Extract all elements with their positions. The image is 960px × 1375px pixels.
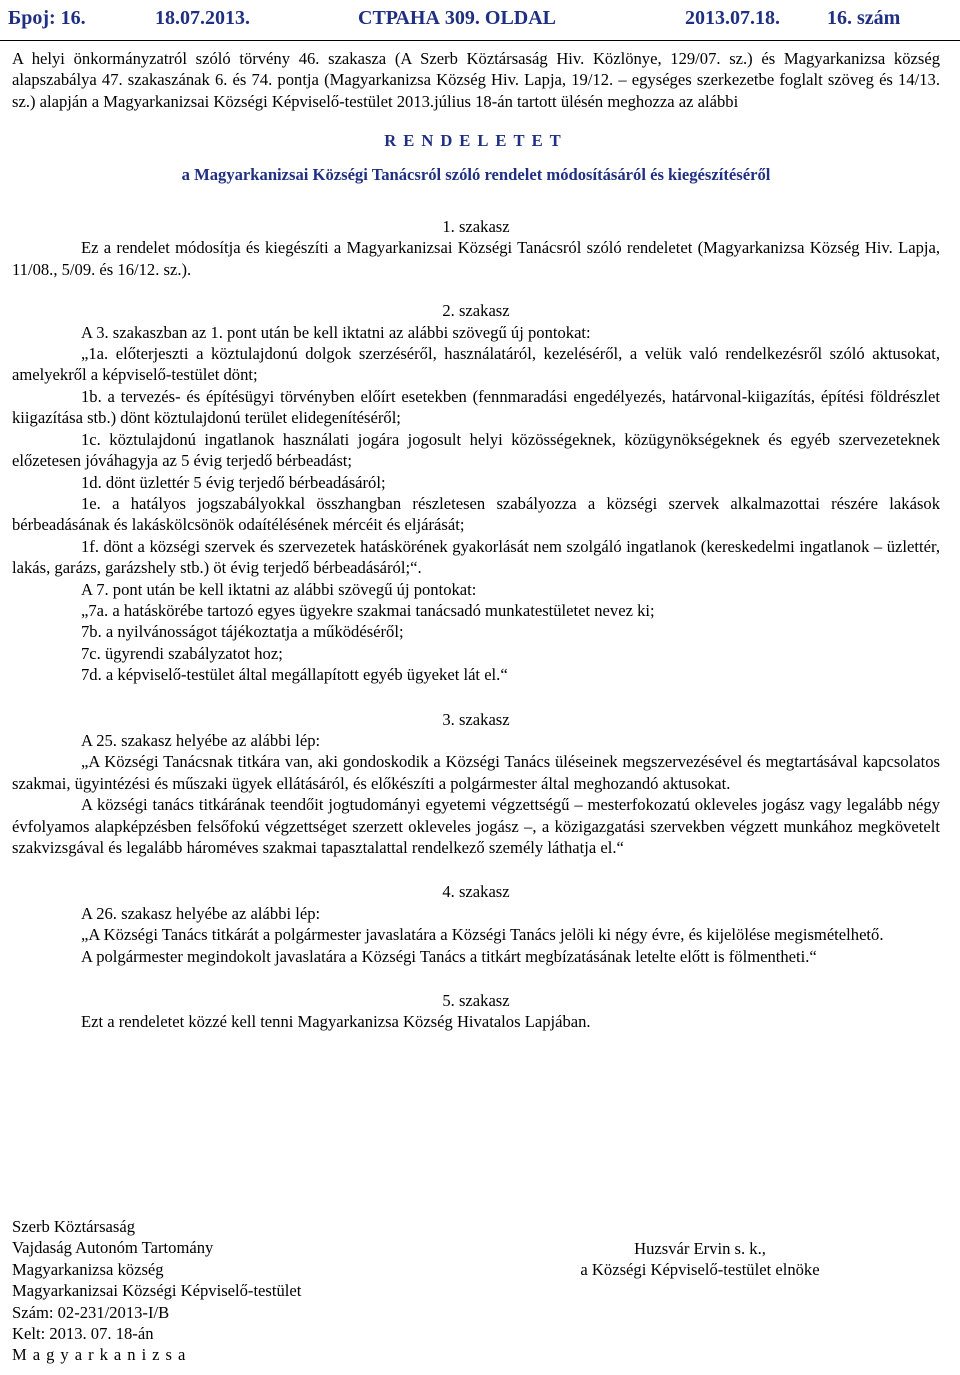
issuer-country: Szerb Köztársaság (12, 1217, 136, 1236)
signatory-name: Huzsvár Ervin s. k., (634, 1239, 766, 1258)
section-5-text: Ezt a rendeletet közzé kell tenni Magyarkanizsa Község Hivatalos Lapjában. (81, 1012, 591, 1032)
section-4-intro: A 26. szakasz helyébe az alábbi lép: (81, 903, 321, 923)
section-4-paragraph-2: A polgármester megindokolt javaslatára a Községi Tanács a titkárt megbízatásának letelte előtt is fölmentheti.“ (81, 946, 817, 966)
point-1d: 1d. dönt üzlettér 5 évig terjedő bérbeadásáról; (81, 472, 386, 492)
section-2-intro: A 3. szakaszban az 1. pont után be kell iktatni az alábbi szövegű új pontokat: (81, 322, 591, 342)
point-1b: 1b. a tervezés- és építésügyi törvényben előírt esetekben (fennmaradási engedélyezés, határvonal-kiigazítás, építési földrészlet kiigazítása stb.) dönt köztulajdonú terület elidegenítéséről; (12, 386, 940, 428)
section-3-paragraph-1: „A Községi Tanácsnak titkára van, aki gondoskodik a Községi Tanács üléseinek megszervezésével és megtartásával kapcsolatos szakmai, ügyintézési és műszaki ügyek ellátásáról, és előkészíti a polgármester által meghozandó aktusokat. (12, 752, 940, 793)
issuer-place: Magyarkanizsa (12, 1345, 192, 1365)
issuer-assembly: Magyarkanizsai Községi Képviselő-testület (12, 1281, 302, 1301)
document-number: Szám: 02-231/2013-I/B (12, 1302, 170, 1322)
signatory-block (540, 1238, 860, 1281)
document-date: Kelt: 2013. 07. 18-án (12, 1324, 154, 1344)
section-3-intro: A 25. szakasz helyébe az alábbi lép: (81, 730, 321, 750)
section-1-text: Ez a rendelet módosítja és kiegészíti a Magyarkanizsai Községi Tanácsról szóló rendeletet (Magyarkanizsa Község Hiv. Lapja, 11/08., 5/09. és 16/12. sz.). (12, 238, 940, 279)
issuer-block (12, 1216, 512, 1366)
section-5-heading: 5. szakasz (442, 991, 510, 1011)
section-3-heading: 3. szakasz (442, 709, 510, 729)
point-1f: 1f. dönt a községi szervek és szervezetek hatáskörének gyakorlását nem szolgáló ingatlanok (kereskedelmi ingatlanok – üzlettér, lakás, garázs, garázshely stb.) öt évig terjedő bérbeadásáról;“. (12, 536, 940, 578)
document-body (12, 48, 940, 1033)
section-1-heading: 1. szakasz (442, 217, 510, 237)
point-1e: 1e. a hatályos jogszabályokkal összhangban részletesen szabályozza a községi szervek alkalmazottai részére lakások bérbeadásának és lakáskölcsönök odaítélésének mércéit és eljárását; (12, 493, 940, 535)
point-7b: 7b. a nyilvánosságot tájékoztatja a működéséről; (81, 622, 404, 642)
issue-number-hungarian: 16. szám (827, 7, 901, 29)
section-3-paragraph-2: A községi tanács titkárának teendőit jogtudományi egyetemi végzettségű – mesterfokozatú okleveles jogász vagy legalább négy évfolyamos alapképzésben felsőfokú végzettséget szerzett okleveles jogász –, a közigazgatási szervekben végzett munkához megkövetelt szakvizsgával és legalább hároméves szakmai tapasztalattal rendelkező személy láthatja el.“ (12, 795, 940, 857)
page-header (0, 0, 960, 41)
section-2-intro-2: A 7. pont után be kell iktatni az alábbi szövegű új pontokat: (81, 579, 477, 599)
page-number-label: СТРАНА 309. OLDAL (358, 7, 557, 29)
signatory-role: a Községi Képviselő-testület elnöke (580, 1260, 820, 1280)
header-date-left: 18.07.2013. (155, 7, 250, 29)
section-2-heading: 2. szakasz (442, 301, 510, 321)
point-7c: 7c. ügyrendi szabályzatot hoz; (81, 643, 283, 663)
point-1c: 1c. köztulajdonú ingatlanok használati jogára jogosult helyi közösségeknek, közügynökségeknek és egyéb szervezeteknek előzetesen jóváhagyja az 5 évig terjedő bérbeadást; (12, 429, 940, 471)
point-7d: 7d. a képviselő-testület által megállapított egyéb ügyeket lát el.“ (81, 665, 508, 685)
issue-number-serbian: Број: 16. (8, 7, 86, 29)
issuer-province: Vajdaság Autonóm Tartomány (12, 1238, 214, 1258)
section-4-paragraph-1: „A Községi Tanács titkárát a polgármester javaslatára a Községi Tanács jelöli ki négy évre, és kijelölése megismételhető. (81, 925, 884, 945)
point-7a: „7a. a hatáskörébe tartozó egyes ügyekre szakmai tanácsadó munkatestületet nevez ki; (81, 600, 655, 620)
document-title: RENDELETET (384, 131, 568, 151)
point-1a: „1a. előterjeszti a köztulajdonú dolgok szerzéséről, használatáról, kezeléséről, a velük való rendelkezésről szóló aktusokat, amelyekről a képviselő-testület dönt; (12, 344, 940, 385)
section-4-heading: 4. szakasz (442, 882, 510, 902)
intro-paragraph: A helyi önkormányzatról szóló törvény 46. szakasza (A Szerb Köztársaság Hiv. Közlönye, 129/07. sz.) és Magyarkanizsa község alapszabálya 47. szakaszának 6. és 74. pontja (Magyarkanizsa Község Hiv. Lapja, 19/12. – egységes szerkezetbe foglalt szöveg és 14/13. sz.) alapján a Magyarkanizsai Községi Képviselő-testület 2013.július 18-án tartott ülésén meghozza az alábbi (12, 49, 940, 111)
header-date-right: 2013.07.18. (685, 7, 780, 29)
issuer-municipality: Magyarkanizsa község (12, 1259, 164, 1279)
document-subtitle: a Magyarkanizsai Községi Tanácsról szóló rendelet módosításáról és kiegészítéséről (181, 164, 771, 184)
